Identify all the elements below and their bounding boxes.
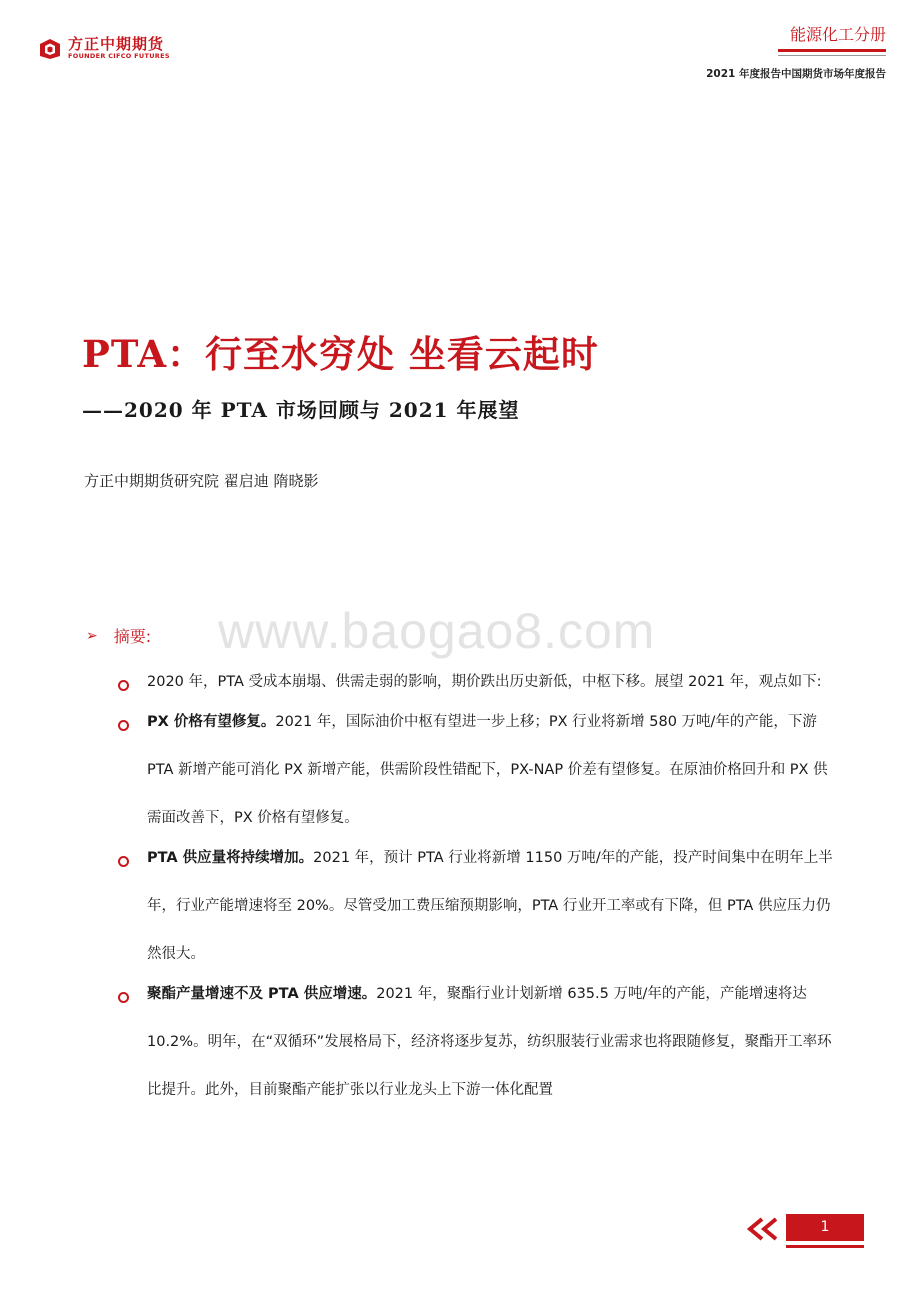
bullet-body-text: 2021 年，聚酯行业计划新增 635.5 万吨/年的产能，产能增速将达 10.2%。明年，在“双循环”发展格局下，经济将逐步复苏，纺织服装行业需求也将跟随修复，聚酯开工率环比提升。此外，目前聚酯产能扩张以行业龙头上下游一体化配置 bbox=[147, 986, 832, 1098]
logo-cn-text: 方正中期期货 bbox=[68, 35, 165, 53]
list-item bbox=[118, 710, 838, 846]
bullet-body-text: 2021 年，预计 PTA 行业将新增 1150 万吨/年的产能，投产时间集中在明年上半年，行业产能增速将至 20%。尽管受加工费压缩预期影响，PTA 行业开工率或有下降，但 PTA 供应压力仍然很大。 bbox=[147, 850, 833, 962]
bullet-text bbox=[147, 834, 835, 978]
bullet-lead: 聚酯产量增速不及 PTA 供应增速。 bbox=[147, 986, 377, 1002]
footer-rule bbox=[786, 1245, 864, 1248]
bullet-text bbox=[147, 970, 835, 1114]
bullet-body-text: 2020 年，PTA 受成本崩塌、供需走弱的影响，期价跌出历史新低，中枢下移。展望 2021 年，观点如下: bbox=[147, 674, 822, 690]
header-rule-red bbox=[778, 49, 886, 52]
bullet-lead: PX 价格有望修复。 bbox=[147, 714, 276, 730]
founder-logo-icon bbox=[38, 38, 62, 60]
logo-en-text: FOUNDER CIFCO FUTURES bbox=[68, 52, 170, 60]
bullet-lead: PTA 供应量将持续增加。 bbox=[147, 850, 314, 866]
arrow-right-icon: ➢ bbox=[86, 627, 98, 644]
abstract-label: 摘要: bbox=[113, 627, 152, 646]
watermark: www.baogao8.com bbox=[218, 603, 656, 659]
bullet-text bbox=[147, 698, 835, 842]
list-item bbox=[118, 982, 838, 1118]
double-chevron-left-icon bbox=[742, 1216, 782, 1242]
authors: 方正中期期货研究院 翟启迪 隋晓影 bbox=[84, 472, 319, 490]
circle-bullet-icon bbox=[118, 992, 129, 1003]
abstract-list bbox=[118, 670, 838, 1118]
circle-bullet-icon bbox=[118, 680, 129, 691]
page-title: PTA：行至水穷处 坐看云起时 bbox=[82, 332, 599, 376]
abstract-heading bbox=[86, 624, 151, 647]
circle-bullet-icon bbox=[118, 856, 129, 867]
list-item bbox=[118, 846, 838, 982]
page-subtitle: ——2020 年 PTA 市场回顾与 2021 年展望 bbox=[82, 398, 520, 422]
company-logo bbox=[38, 36, 170, 61]
section-tag: 能源化工分册 bbox=[789, 25, 886, 44]
header-rule-gray bbox=[778, 55, 886, 56]
page-number: 1 bbox=[786, 1214, 864, 1241]
report-series: 2021 年度报告中国期货市场年度报告 bbox=[706, 68, 886, 80]
bullet-body-text: 2021 年，国际油价中枢有望进一步上移；PX 行业将新增 580 万吨/年的产能，下游 PTA 新增产能可消化 PX 新增产能，供需阶段性错配下，PX-NAP 价差有望修复。在原油价格回升和 PX 供需面改善下，PX 价格有望修复。 bbox=[147, 714, 828, 826]
circle-bullet-icon bbox=[118, 720, 129, 731]
